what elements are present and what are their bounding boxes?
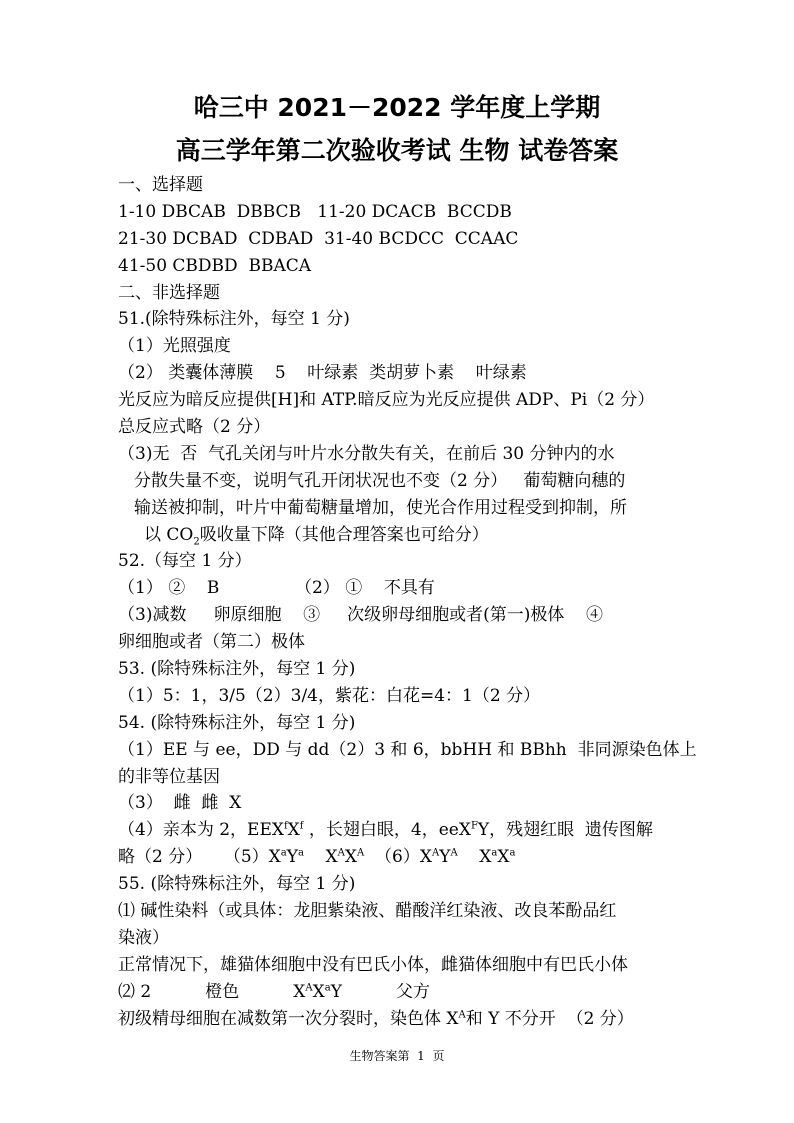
q54-line: 略（2 分） $(5)X^aY^a$ $X^AX^A$ $(6)X^AY^A$ $X^aX^a$ [118, 847, 516, 868]
q55-line: ⑴ 碱性染料（或具体：龙胆紫染液、醋酸洋红染液、改良苯酚品红 [118, 901, 617, 922]
mc-answers-row-3: 41-50 CBDBD BBACA [118, 255, 312, 276]
q52-line: （1） ② B （2） ① 不具有 [118, 578, 435, 599]
q51-line: （2） 类囊体薄膜 5 叶绿素 类胡萝卜素 叶绿素 [118, 363, 527, 384]
q54-line: 的非等位基因 [118, 766, 220, 787]
q54-line: （4）亲本为 2，$EEX^fX^f$ ，长翅白眼，4，eeX$^F$Y，残翅红眼 遗传图解 [118, 820, 653, 841]
q53-line: （1）5：1，3/5（2）3/4，紫花：白花=4：1（2 分） [118, 685, 541, 706]
page-footer: 生物答案第 1 页 [349, 1049, 445, 1063]
q53-heading: 53. (除特殊标注外，每空 1 分) [118, 659, 356, 680]
q51-line: 输送被抑制，叶片中葡萄糖量增加，使光合作用过程受到抑制，所 [134, 497, 627, 518]
q54-line: （3） 雌 雌 X [118, 793, 242, 814]
q52-heading: 52.（每空 1 分） [118, 551, 252, 572]
q51-line: 分散失量不变，说明气孔开闭状况也不变（2 分） 葡萄糖向穗的 [134, 470, 626, 491]
q51-line: 以 $CO_2$吸收量下降（其他合理答案也可给分） [144, 524, 489, 547]
section-heading-nonchoice: 二、非选择题 [118, 282, 220, 303]
mc-answers-row-1: 1-10 DBCAB DBBCB 11-20 DCACB BCCDB [118, 201, 512, 222]
q55-line: 染液） [118, 927, 169, 948]
q51-heading: 51.(除特殊标注外，每空 1 分) [118, 309, 350, 330]
q51-line: 总反应式略（2 分） [118, 417, 271, 438]
answer-body [118, 172, 697, 1033]
q55-line: 初级精母细胞在减数第一次分裂时，染色体 $X^A$和 Y 不分开 （2 分） [118, 1008, 634, 1029]
page-title: 哈三中 2021－2022 学年度上学期 [193, 93, 601, 122]
q51-line: 光反应为暗反应提供[H]和 ATP.暗反应为光反应提供 ADP、Pi（2 分） [118, 390, 655, 411]
page-subtitle: 高三学年第二次验收考试 生物 试卷答案 [175, 136, 619, 165]
q52-line: （3)减数 卵原细胞 ③ 次级卵母细胞或者(第一)极体 ④ [118, 605, 603, 626]
q54-heading: 54. (除特殊标注外，每空 1 分) [118, 712, 356, 733]
q51-line: （3)无 否 气孔关闭与叶片水分散失有关，在前后 30 分钟内的水 [118, 443, 615, 464]
section-heading-choice: 一、选择题 [118, 175, 203, 195]
mc-answers-row-2: 21-30 DCBAD CDBAD 31-40 BCDCC CCAAC [118, 228, 519, 249]
q55-line: 正常情况下，雄猫体细胞中没有巴氏小体，雌猫体细胞中有巴氏小体 [118, 954, 628, 975]
q52-line: 卵细胞或者（第二）极体 [118, 632, 305, 653]
q55-heading: 55. (除特殊标注外，每空 1 分) [118, 874, 356, 895]
q51-line: （1）光照强度 [118, 336, 231, 357]
q54-line: （1）EE 与 ee，DD 与 dd（2）3 和 6，bbHH 和 BBhh 非同源染色体上 [118, 739, 697, 760]
q55-line: ⑵ 2 橙色 $X^AX^aY$ 父方 [118, 981, 430, 1002]
